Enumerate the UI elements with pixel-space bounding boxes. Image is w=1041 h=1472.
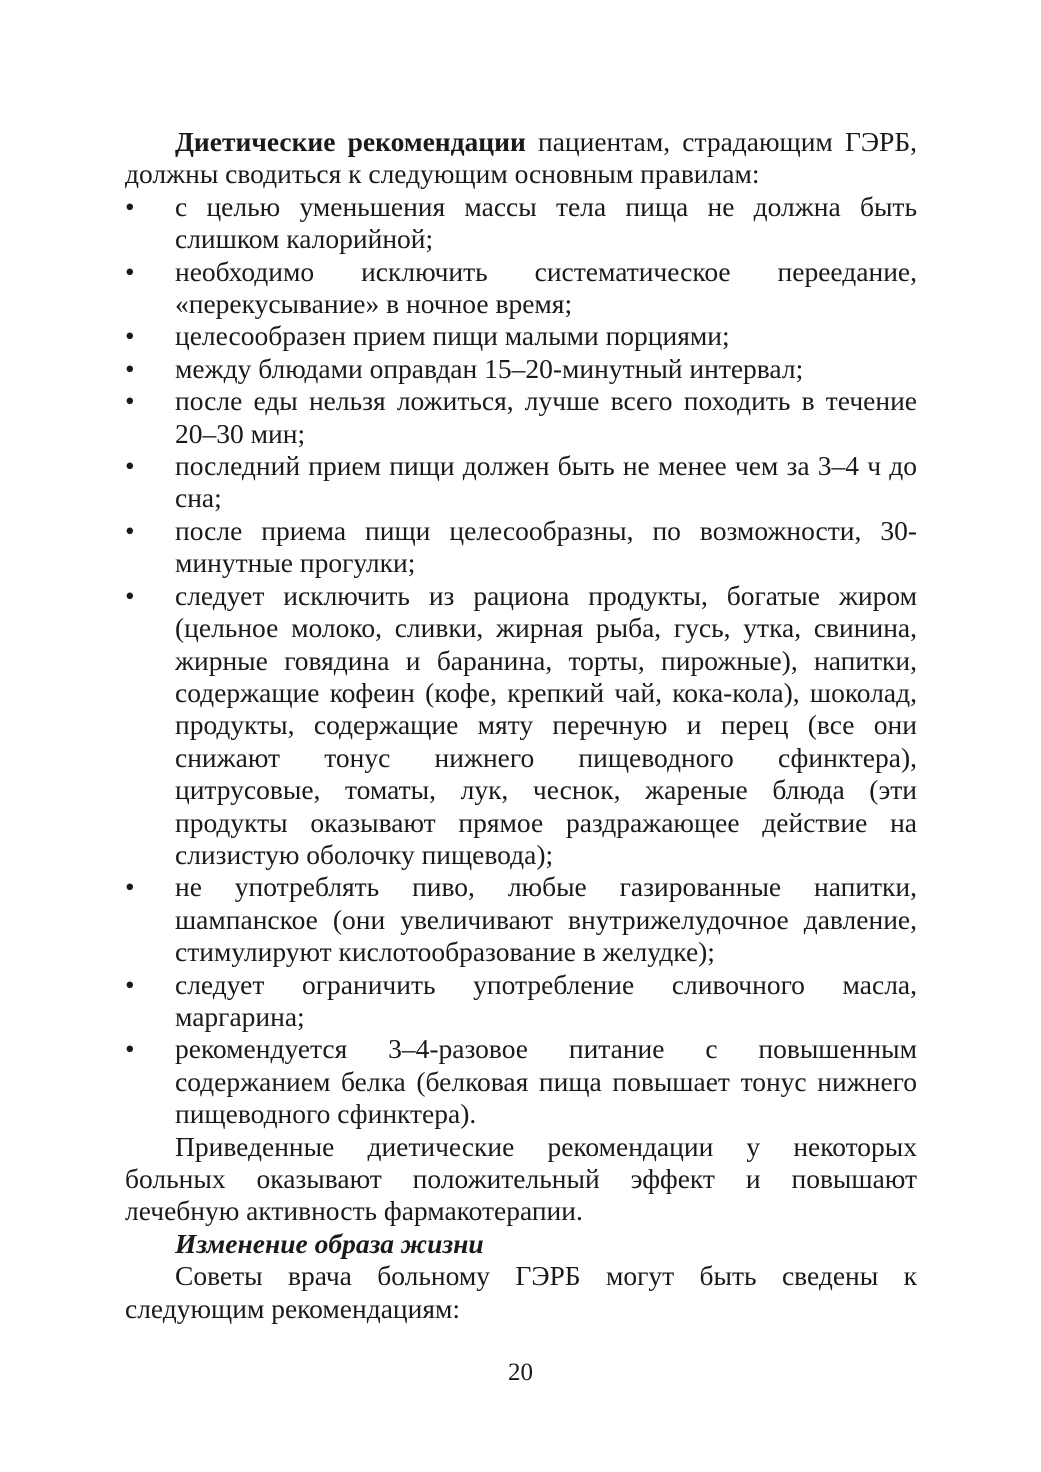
list-item: [125, 385, 917, 450]
list-item: [125, 256, 917, 321]
recommendations-list: [125, 191, 917, 1131]
intro-bold-lead: Диетические рекомендации: [175, 126, 526, 157]
list-item-text: рекомендуется 3–4-разовое питание с повышенным содержанием белка (белковая пища повышает тонус нижнего пищеводного сфинктера).: [175, 1033, 917, 1130]
list-item-text: следует исключить из рациона продукты, богатые жиром (цельное молоко, сливки, жирная рыба, гусь, утка, свинина, жирные говядина и баранина, торты, пирожные), напитки, содержащие кофеин (кофе, крепкий чай, кока-кола), шоколад, продукты, содержащие мяту перечную и перец (все они снижают тонус нижнего пищеводного сфинктера), цитрусовые, томаты, лук, чеснок, жареные блюда (эти продукты оказывают прямое раздражающее действие на слизистую оболочку пищевода);: [175, 579, 917, 870]
list-item: [125, 450, 917, 515]
bullet-icon: •: [125, 190, 135, 222]
list-item: [125, 969, 917, 1034]
list-item-text: с целью уменьшения массы тела пища не должна быть слишком калорийной;: [175, 190, 917, 255]
list-item-text: между блюдами оправдан 15–20-минутный интервал;: [175, 352, 804, 384]
list-item-text: после приема пищи целесообразны, по возможности, 30-минутные прогулки;: [175, 514, 917, 579]
closing-paragraph: Советы врача больному ГЭРБ могут быть сведены к следующим рекомендациям:: [125, 1260, 917, 1324]
list-item-text: не употреблять пиво, любые газированные напитки, шампанское (они увеличивают внутрижелудочное давление, стимулируют кислотообразование в желудке);: [175, 871, 917, 968]
bullet-icon: •: [125, 968, 135, 1000]
bullet-icon: •: [125, 385, 135, 417]
bullet-icon: •: [125, 514, 135, 546]
bullet-icon: •: [125, 1033, 135, 1065]
list-item: [125, 353, 917, 385]
list-item: [125, 871, 917, 968]
list-item-text: необходимо исключить систематическое переедание, «перекусывание» в ночное время;: [175, 255, 917, 320]
bullet-icon: •: [125, 255, 135, 287]
list-item: [125, 515, 917, 580]
bullet-icon: •: [125, 320, 135, 352]
section-heading: Изменение образа жизни: [175, 1227, 484, 1259]
bullet-icon: •: [125, 579, 135, 611]
bullet-icon: •: [125, 352, 135, 384]
list-item: [125, 191, 917, 256]
page-body: [125, 126, 917, 1325]
bullet-icon: •: [125, 450, 135, 482]
intro-paragraph: [125, 126, 917, 191]
intro-text: пациентам, страдающим ГЭРБ, должны сводиться к следующим основным правилам:: [125, 126, 917, 190]
page-number: 20: [508, 1359, 533, 1386]
list-item: [125, 580, 917, 872]
bullet-icon: •: [125, 871, 135, 903]
list-item: [125, 1033, 917, 1130]
list-item-text: последний прием пищи должен быть не менее чем за 3–4 ч до сна;: [175, 450, 917, 514]
list-item: [125, 320, 917, 352]
list-item-text: целесообразен прием пищи малыми порциями;: [175, 320, 730, 352]
list-item-text: следует ограничить употребление сливочного масла, маргарина;: [175, 968, 917, 1032]
summary-paragraph: Приведенные диетические рекомендации у некоторых больных оказывают положительный эффект и повышают лечебную активность фармакотерапии.: [125, 1130, 917, 1227]
list-item-text: после еды нельзя ложиться, лучше всего походить в течение 20–30 мин;: [175, 385, 917, 449]
